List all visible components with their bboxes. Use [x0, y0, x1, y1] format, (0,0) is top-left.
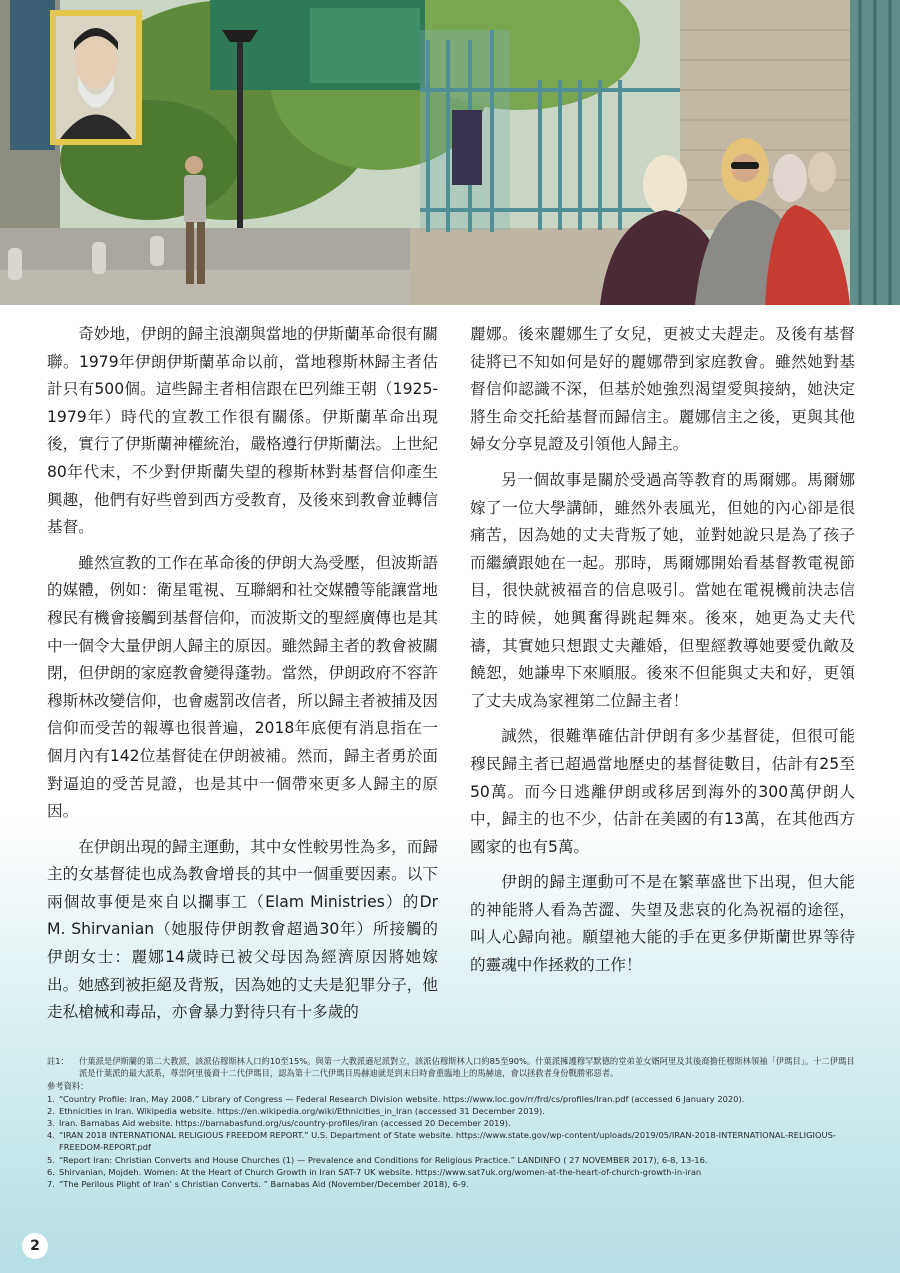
page-number: 2 [22, 1233, 48, 1259]
paragraph: 伊朗的歸主運動可不是在繁華盛世下出現，但大能的神能將人看為苦澀、失望及悲哀的化為祝福的途徑，叫人心歸向祂。願望祂大能的手在更多伊斯蘭世界等待的靈魂中作拯救的工作！ [470, 873, 855, 975]
footnotes [47, 1055, 862, 1190]
reference-text: “The Perilous Plight of Iran’ s Christian Converts. ” Barnabas Aid (November/December 2018), 6-9. [59, 1179, 469, 1190]
paragraph: 雖然宣教的工作在革命後的伊朗大為受壓，但波斯語的媒體，例如：衛星電視、互聯網和社交媒體等能讓當地穆民有機會接觸到基督信仰，而波斯文的聖經廣傳也是其中一個令大量伊朗人歸主的原因。雖然歸主者的教會被關閉，但伊朗的家庭教會變得蓬勃。當然，伊朗政府不容許穆斯林改變信仰，也會處罰改信者，所以歸主者被捕及因信仰而受苦的報導也很普遍，2018年底便有消息指在一個月內有142位基督徒在伊朗被補。然而，歸主者勇於面對逼迫的受苦見證，也是其中一個帶來更多人歸主的原因。 [47, 553, 438, 821]
reference-text: Ethnicities in Iran. Wikipedia website. https://en.wikipedia.org/wiki/Ethnicities_in_Iran (accessed 31 December 2019). [59, 1105, 545, 1116]
footnote-1 [47, 1055, 862, 1079]
paragraph: 另一個故事是關於受過高等教育的馬爾娜。馬爾娜嫁了一位大學講師，雖然外表風光，但她的內心卻是很痛苦，因為她的丈夫背叛了她，並對她說只是為了孩子而繼續跟她在一起。那時，馬爾娜開始看基督教電視節目，很快就被福音的信息吸引。當她在電視機前決志信主的時候，她興奮得跳起舞來。後來，她更為丈夫代禱，其實她只想跟丈夫離婚，但聖經教導她要愛仇敵及饒恕，她謙卑下來順服。後來不但能與丈夫和好，更領了丈夫成為家裡第二位歸主者！ [470, 470, 855, 710]
reference-item: 7. “The Perilous Plight of Iran’ s Christian Converts. ” Barnabas Aid (November/December 2018), 6-9. [47, 1178, 862, 1190]
footnote-label: 註1： [47, 1056, 69, 1066]
reference-item: 1. “Country Profile: Iran, May 2008.” Library of Congress — Federal Research Division website. https://www.loc.gov/rr/frd/cs/profiles/Iran.pdf (accessed 6 January 2020). [47, 1093, 862, 1105]
paragraph: 誠然，很難準確估計伊朗有多少基督徒，但很可能穆民歸主者已超過當地歷史的基督徒數目，估計有25至50萬。而今日逃離伊朗或移居到海外的300萬伊朗人中，歸主的也不少，估計在美國的有13萬，在其他西方國家的也有5萬。 [470, 727, 855, 856]
reference-item: 2. Ethnicities in Iran. Wikipedia website. https://en.wikipedia.org/wiki/Ethnicities_in_Iran (accessed 31 December 2019). [47, 1105, 862, 1117]
reference-list [47, 1093, 862, 1191]
reference-text: “Country Profile: Iran, May 2008.” Library of Congress — Federal Research Division website. https://www.loc.gov/rr/frd/cs/profiles/Iran.pdf (accessed 6 January 2020). [59, 1093, 745, 1104]
reference-text: Iran. Barnabas Aid website. https://barnabasfund.org/us/country-profiles/iran (accessed 20 December 2019). [59, 1118, 511, 1129]
reference-item: 3. Iran. Barnabas Aid website. https://barnabasfund.org/us/country-profiles/iran (accessed 20 December 2019). [47, 1117, 862, 1129]
street-photo [0, 0, 900, 305]
article-left-column [47, 321, 438, 1035]
paragraph-continuation: 麗娜。後來麗娜生了女兒，更被丈夫趕走。及後有基督徒將已不知如何是好的麗娜帶到家庭教會。雖然她對基督信仰認識不深，但基於她強烈渴望愛與接納，她決定將生命交托給基督而歸信主。麗娜信主之後，更與其他婦女分享見證及引領他人歸主。 [470, 325, 855, 454]
reference-text: “Report Iran: Christian Converts and House Churches (1) — Prevalence and Conditions for Religious Practice.” LANDINFO ( 27 NOVEMBER 2017), 6-8, 13-16. [59, 1154, 708, 1165]
reference-text: Shirvanian, Mojdeh. Women: At the Heart of Church Growth in Iran SAT-7 UK website. https://www.sat7uk.org/women-at-the-heart-of-church-growth-in-iran [59, 1166, 702, 1177]
paragraph: 奇妙地，伊朗的歸主浪潮與當地的伊斯蘭革命很有關聯。1979年伊朗伊斯蘭革命以前，當地穆斯林歸主者估計只有500個。這些歸主者相信跟在巴列維王朝（1925-1979年）時代的宣教工作很有關係。伊斯蘭革命出現後，實行了伊斯蘭神權統治，嚴格遵行伊斯蘭法。上世紀80年代末，不少對伊斯蘭失望的穆斯林對基督信仰產生興趣，他們有好些曾到西方受教育，及後來到教會並轉信基督。 [47, 325, 438, 537]
reference-item: 5. “Report Iran: Christian Converts and House Churches (1) — Prevalence and Conditions for Religious Practice.” LANDINFO ( 27 NOVEMBER 2017), 6-8, 13-16. [47, 1154, 862, 1166]
article-right-column [470, 321, 855, 988]
reference-item: 4. “IRAN 2018 INTERNATIONAL RELIGIOUS FREEDOM REPORT.” U.S. Department of State website. https://www.state.gov/wp-content/uploads/2019/05/IRAN-2018-INTERNATIONAL-RELIGIOUS-FREEDOM-REPORT.pdf [47, 1129, 862, 1153]
reference-item: 6. Shirvanian, Mojdeh. Women: At the Heart of Church Growth in Iran SAT-7 UK website. https://www.sat7uk.org/women-at-the-heart-of-church-growth-in-iran [47, 1166, 862, 1178]
reference-text: “IRAN 2018 INTERNATIONAL RELIGIOUS FREEDOM REPORT.” U.S. Department of State website. https://www.state.gov/wp-content/uploads/2019/05/IRAN-2018-INTERNATIONAL-RELIGIOUS-FREEDOM-REPORT.pdf [59, 1130, 836, 1153]
references-heading: 參考資料： [47, 1081, 89, 1092]
paragraph: 在伊朗出現的歸主運動，其中女性較男性為多，而歸主的女基督徒也成為教會增長的其中一個重要因素。以下兩個故事便是來自以攔事工（Elam Ministries）的Dr M. Shirvanian（她服侍伊朗教會超過30年）所接觸的伊朗女士：麗娜14歲時已被父母因為經濟原因將她嫁出。她感到被拒絕及背叛，因為她的丈夫是犯罪分子，他走私槍械和毒品，亦會暴力對待只有十多歲的 [47, 837, 438, 1022]
footnote-text: 什葉派是伊斯蘭的第二大教派，該派佔穆斯林人口約10至15%。與第一大教派遜尼派對立，該派佔穆斯林人口約85至90%。什葉派擁護穆罕默德的堂弟並女婿阿里及其後裔擔任穆斯林領袖「伊瑪目」。十二伊瑪目派是什葉派的最大派系，尊崇阿里後裔十二代伊瑪目，認為第十二代伊瑪目馬赫迪就是到末日時會重臨地上的馬赫迪，會以拯救者身份戰勝邪惡者。 [79, 1056, 855, 1079]
